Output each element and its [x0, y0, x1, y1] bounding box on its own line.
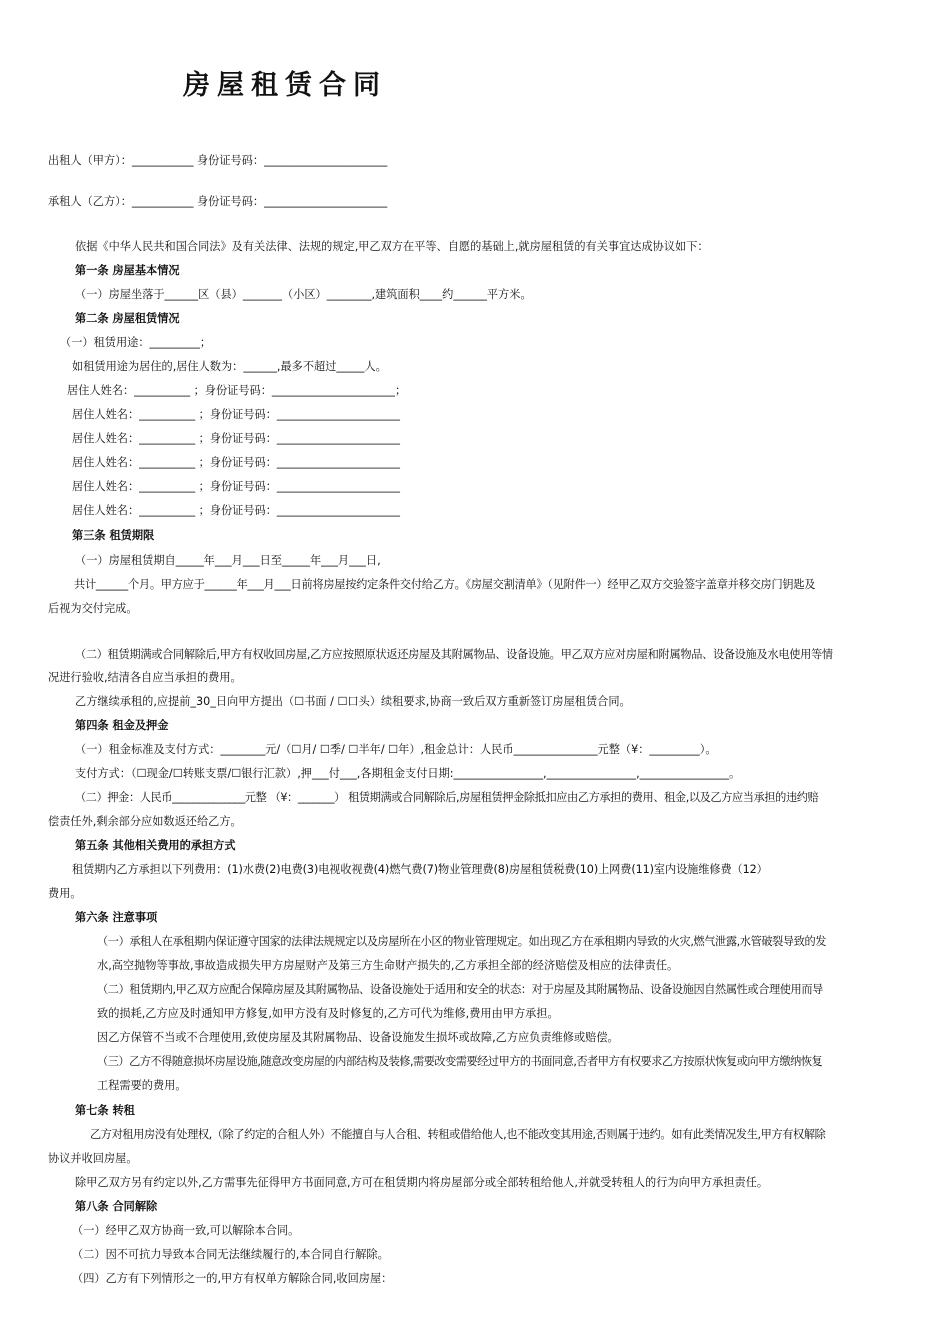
article-8-heading: 第八条 合同解除 [75, 1200, 158, 1213]
paragraph: 共计______个月。甲方应于______年___月___日前将房屋按约定条件交付给乙方。《房屋交割清单》（见附件一）经甲乙双方交验签字盖章并移交房门钥匙及 [74, 578, 816, 591]
lessee-line: 承租人（乙方）：___________ 身份证号码：______________________ [48, 195, 388, 208]
paragraph: （一）房屋坐落于______区（县）_______（小区）________,建筑面积____约______平方米。 [75, 288, 532, 301]
preamble: 依据《中华人民共和国合同法》及有关法律、法规的规定,甲乙双方在平等、自愿的基础上,就房屋租赁的有关事宜达成协议如下： [75, 240, 709, 253]
article-3-heading: 第三条 租赁期限 [72, 529, 155, 542]
paragraph: 如租赁用途为居住的,居住人数为：______,最多不超过_____人。 [72, 360, 387, 373]
paragraph: 水,高空抛物等事故,事故造成损失甲方房屋财产及第三方生命财产损失的,乙方承担全部的经济赔偿及相应的法律责任。 [97, 959, 679, 972]
paragraph: （二）押金：人民币______________元整 （¥：_______） 租赁期满或合同解除后,房屋租赁押金除抵扣应由乙方承担的费用、租金,以及乙方应当承担的违约赔 [75, 791, 819, 804]
paragraph: 乙方对租用房没有处理权,（除了约定的合租人外）不能擅自与人合租、转租或借给他人,也不能改变其用途,否则属于违约。如有此类情况发生,甲方有权解除 [90, 1128, 826, 1141]
resident-row: 居住人姓名：__________ ；身份证号码：______________________； [67, 384, 407, 397]
paragraph: 除甲乙双方另有约定以外,乙方需事先征得甲方书面同意,方可在租赁期内将房屋部分或全部转租给他人,并就受转租人的行为向甲方承担责任。 [75, 1176, 769, 1189]
paragraph: （一）租金标准及支付方式：________元/（☐月/ ☐季/ ☐半年/ ☐年）,租金总计：人民币_______________元整（¥：_________）。 [75, 743, 717, 756]
article-7-heading: 第七条 转租 [75, 1104, 135, 1117]
article-4-heading: 第四条 租金及押金 [75, 719, 169, 732]
paragraph: （一）租赁用途：_________； [60, 336, 212, 349]
paragraph: 协议并收回房屋。 [48, 1152, 138, 1165]
article-6-heading: 第六条 注意事项 [75, 911, 158, 924]
paragraph: （二）租赁期内,甲乙双方应配合保障房屋及其附属物品、设备设施处于适用和安全的状态：对于房屋及其附属物品、设备设施因自然属性或合理使用而导 [97, 983, 823, 996]
paragraph: （一）房屋租赁期自_____年___月___日至_____年___月___日, [75, 554, 381, 567]
paragraph: 工程需要的费用。 [97, 1079, 187, 1092]
resident-row: 居住人姓名：__________ ；身份证号码：______________________ [72, 408, 400, 421]
paragraph: （二）租赁期满或合同解除后,甲方有权收回房屋,乙方应按照原状返还房屋及其附属物品、设备设施。甲乙双方应对房屋和附属物品、设备设施及水电使用等情 [75, 648, 833, 661]
paragraph: 致的损耗,乙方应及时通知甲方修复,如甲方没有及时修复的,乙方可代为维修,费用由甲方承担。 [97, 1007, 559, 1020]
paragraph: （一）经甲乙双方协商一致,可以解除本合同。 [72, 1224, 300, 1237]
paragraph: 费用。 [48, 887, 82, 900]
paragraph: 偿责任外,剩余部分应如数返还给乙方。 [48, 815, 242, 828]
paragraph: 乙方继续承租的,应提前_30_日向甲方提出（☐书面 / ☐口头）续租要求,协商一致后双方重新签订房屋租赁合同。 [75, 695, 631, 708]
paragraph: （四）乙方有下列情形之一的,甲方有权单方解除合同,收回房屋： [72, 1272, 393, 1285]
paragraph: （二）因不可抗力导致本合同无法继续履行的,本合同自行解除。 [72, 1248, 389, 1261]
paragraph: 租赁期内乙方承担以下列费用：(1)水费(2)电费(3)电视收视费(4)燃气费(7)物业管理费(8)房屋租赁税费(10)上网费(11)室内设施维修费（12） [72, 863, 768, 876]
article-2-heading: 第二条 房屋租赁情况 [75, 312, 180, 325]
lessor-line: 出租人（甲方）：___________ 身份证号码：______________________ [48, 154, 388, 167]
resident-row: 居住人姓名：__________ ；身份证号码：______________________ [72, 480, 400, 493]
paragraph: 后视为交付完成。 [48, 602, 138, 615]
document-title: 房屋租赁合同 [183, 70, 387, 101]
resident-row: 居住人姓名：__________ ；身份证号码：______________________ [72, 456, 400, 469]
paragraph: （三）乙方不得随意损坏房屋设施,随意改变房屋的内部结构及装修,需要改变需要经过甲方的书面同意,否者甲方有权要求乙方按原状恢复或向甲方缴纳恢复 [97, 1055, 823, 1068]
paragraph: 因乙方保管不当或不合理使用,致使房屋及其附属物品、设备设施发生损坏或故障,乙方应负责维修或赔偿。 [97, 1031, 619, 1044]
resident-row: 居住人姓名：__________ ；身份证号码：______________________ [72, 504, 400, 517]
resident-row: 居住人姓名：__________ ；身份证号码：______________________ [72, 432, 400, 445]
paragraph: （一）承租人在承租期内保证遵守国家的法律法规规定以及房屋所在小区的物业管理规定。如出现乙方在承租期内导致的火灾,燃气泄露,水管破裂导致的发 [97, 935, 827, 948]
article-1-heading: 第一条 房屋基本情况 [75, 264, 180, 277]
paragraph: 支付方式：（☐现金/☐转账支票/☐银行汇款）,押___付___,各期租金支付日期:________________,________________,________________。 [75, 767, 741, 780]
article-5-heading: 第五条 其他相关费用的承担方式 [75, 839, 236, 852]
paragraph: 况进行验收,结清各自应当承担的费用。 [48, 671, 242, 684]
